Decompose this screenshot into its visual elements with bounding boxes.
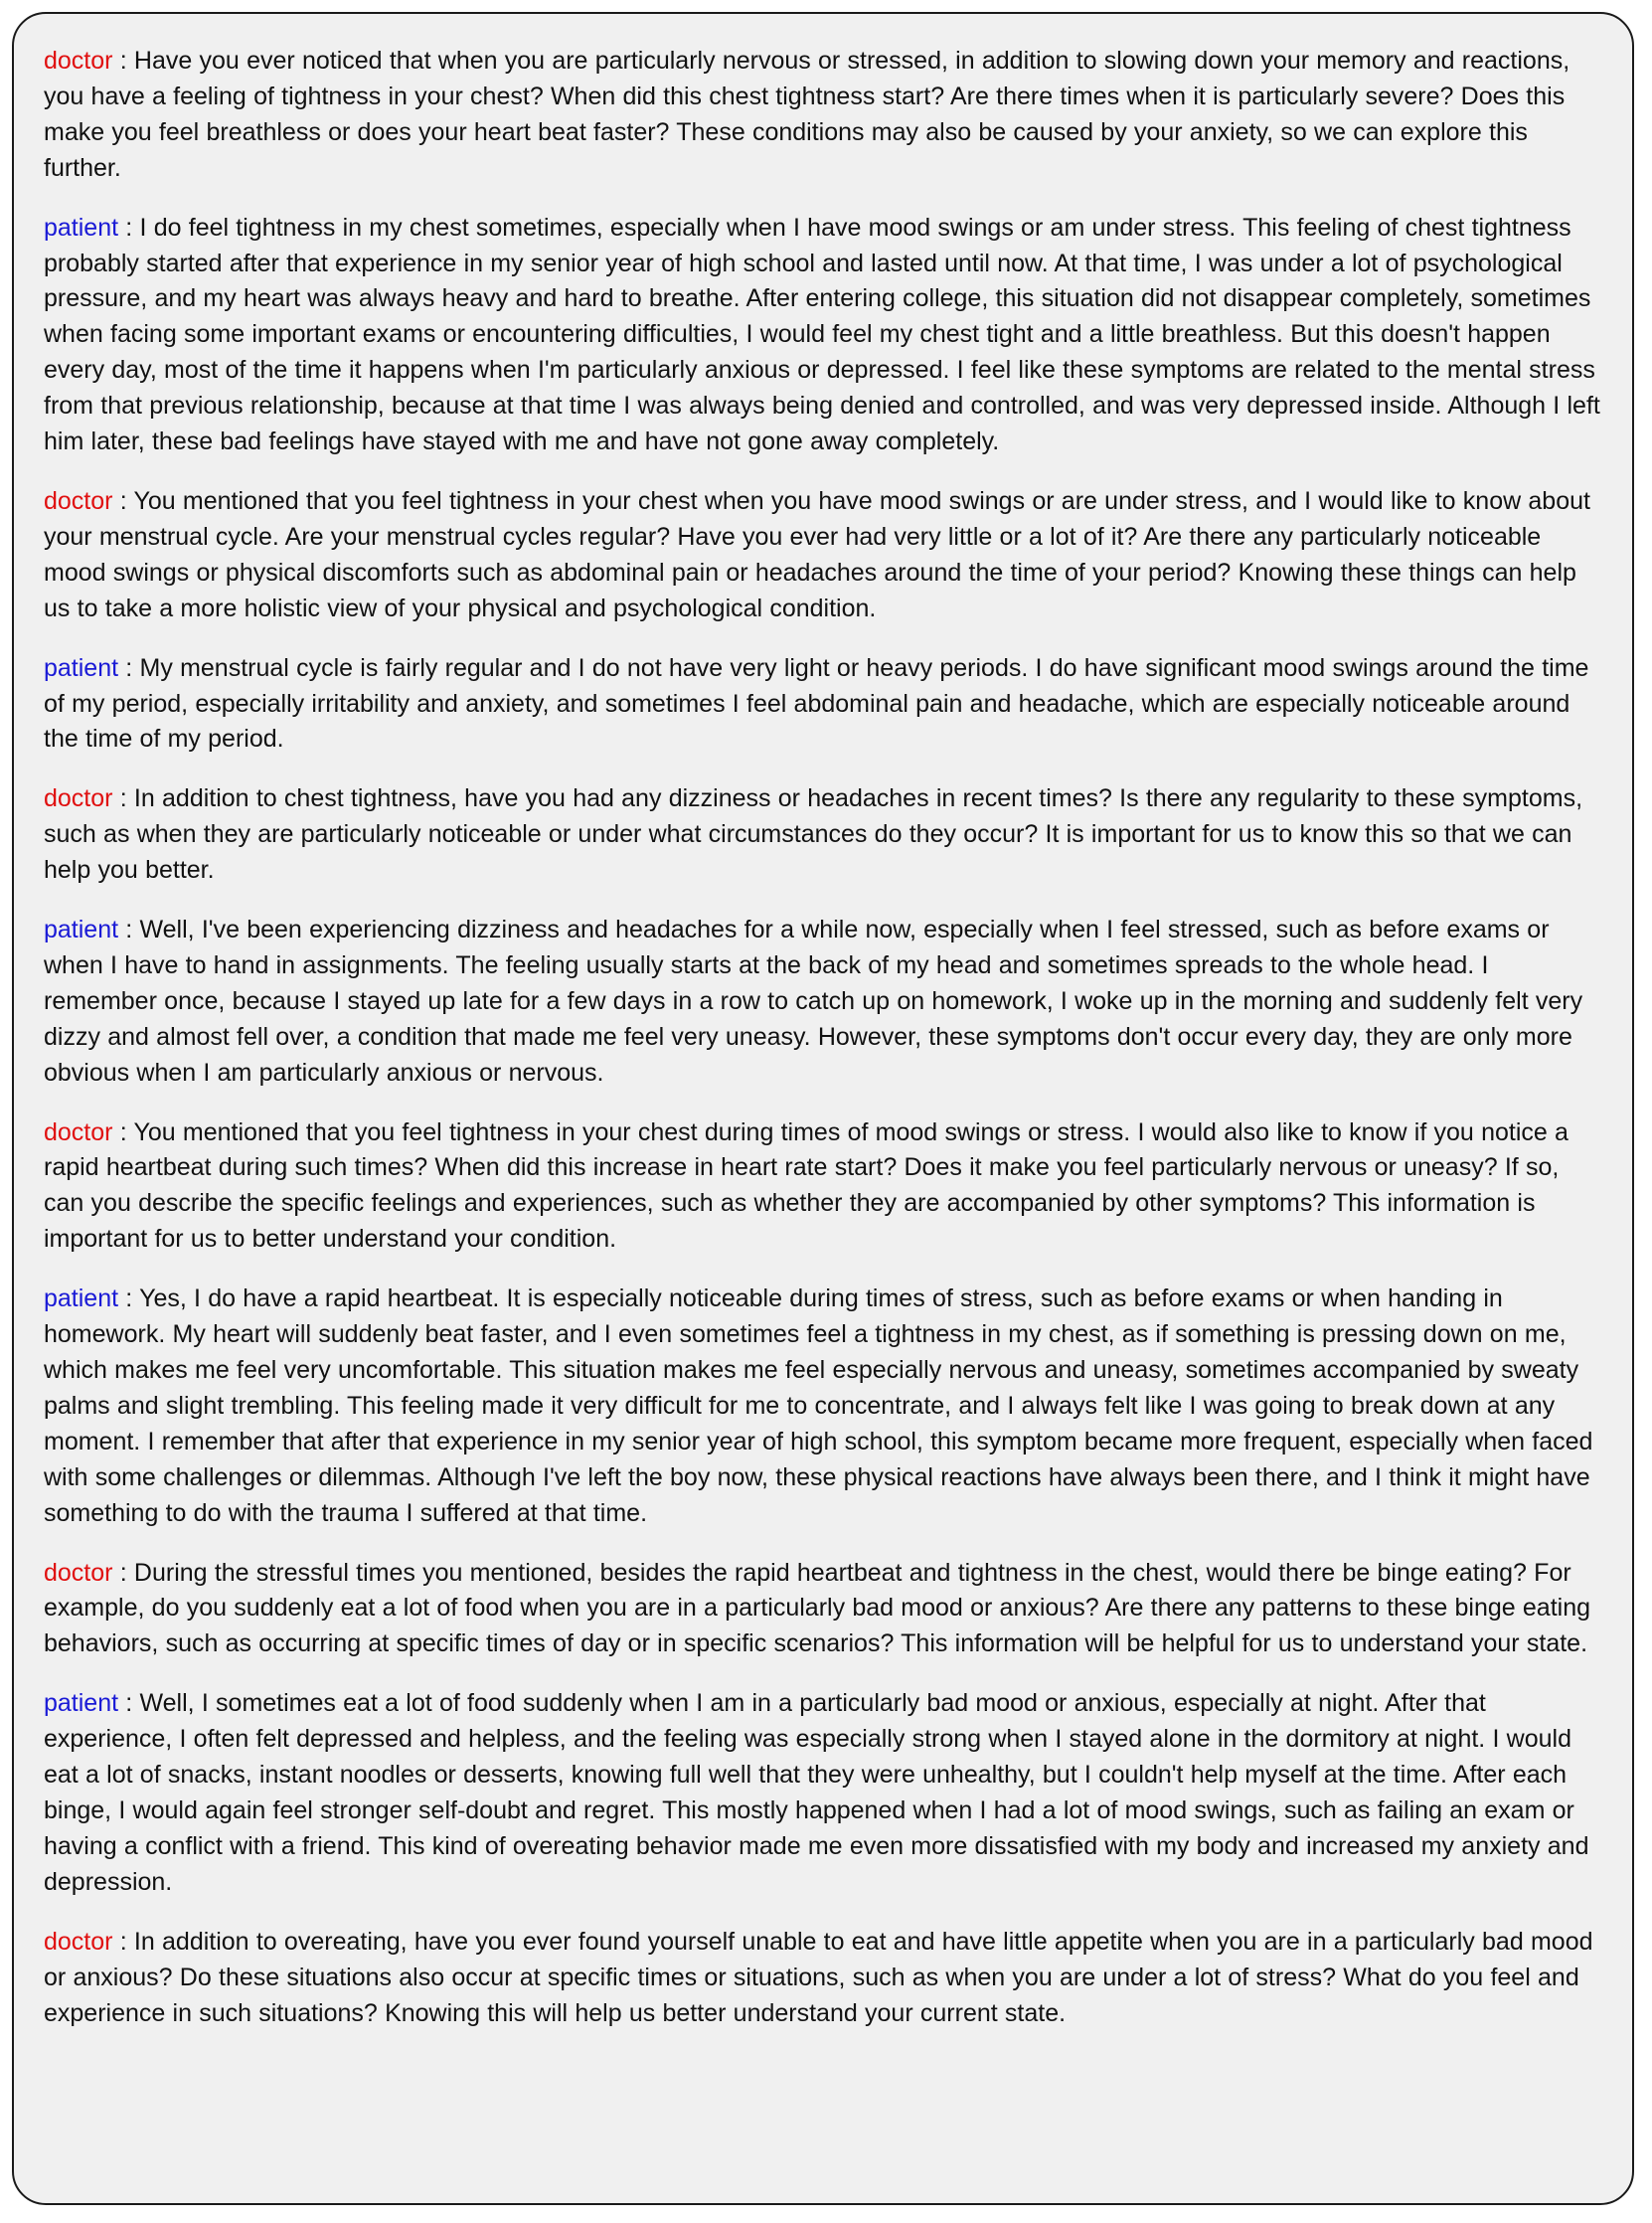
speaker-label: doctor bbox=[44, 1117, 113, 1146]
turn-text: I do feel tightness in my chest sometimes, especially when I have mood swings or am under stress. This feeling of chest tightness probably started after that experience in my senior year of high school and lasted until now. At that time, I was under a lot of psychological pressure, and my heart was always heavy and hard to breathe. After entering college, this situation did not disappear completely, sometimes when facing some important exams or encountering difficulties, I would feel my chest tight and a little breathless. But this doesn't happen every day, most of the time it happens when I'm particularly anxious or depressed. I feel like these symptoms are related to the mental stress from that previous relationship, because at that time I was always being denied and controlled, and was very depressed inside. Although I left him later, these bad feelings have stayed with me and have not gone away completely. bbox=[44, 213, 1600, 456]
speaker-label: patient bbox=[44, 653, 119, 682]
dialogue-turn-patient: patient : I do feel tightness in my chest sometimes, especially when I have mood swings or am under stress. This feeling of chest tightness probably started after that experience in my senior year of high school and lasted until now. At that time, I was under a lot of psychological pressure, and my heart was always heavy and hard to breathe. After entering college, this situation did not disappear completely, sometimes when facing some important exams or encountering difficulties, I would feel my chest tight and a little breathless. But this doesn't happen every day, most of the time it happens when I'm particularly anxious or depressed. I feel like these symptoms are related to the mental stress from that previous relationship, because at that time I was always being denied and controlled, and was very depressed inside. Although I left him later, these bad feelings have stayed with me and have not gone away completely. bbox=[44, 213, 1600, 456]
dialogue-turn-patient: patient : Well, I've been experiencing dizziness and headaches for a while now, especially when I feel stressed, such as before exams or when I have to hand in assignments. The feeling usually starts at the back of my head and sometimes spreads to the whole head. I remember once, because I stayed up late for a few days in a row to catch up on homework, I woke up in the morning and suddenly felt very dizzy and almost fell over, a condition that made me feel very uneasy. However, these symptoms don't occur every day, they are only more obvious when I am particularly anxious or nervous. bbox=[44, 916, 1583, 1087]
speaker-label: doctor bbox=[44, 1927, 113, 1956]
speaker-label: patient bbox=[44, 916, 119, 944]
dialogue-turn-doctor: doctor : During the stressful times you mentioned, besides the rapid heartbeat and tightness in the chest, would there be binge eating? For example, do you suddenly eat a lot of food when you are in a particularly bad mood or anxious? Are there any patterns to these binge eating behaviors, such as occurring at specific times of day or in specific scenarios? This information will be helpful for us to understand your state. bbox=[44, 1558, 1591, 1658]
speaker-label: doctor bbox=[44, 1558, 113, 1587]
speaker-label: patient bbox=[44, 1284, 119, 1313]
dialogue-turn-doctor: doctor : Have you ever noticed that when you are particularly nervous or stressed, in addition to slowing down your memory and reactions, you have a feeling of tightness in your chest? When did this chest tightness start? Are there times when it is particularly severe? Does this make you feel breathless or does your heart beat faster? These conditions may also be caused by your anxiety, so we can explore this further. bbox=[44, 47, 1570, 182]
turn-text: You mentioned that you feel tightness in your chest when you have mood swings or are under stress, and I would like to know about your menstrual cycle. Are your menstrual cycles regular? Have you ever had very little or a lot of it? Are there any particularly noticeable mood swings or physical discomforts such as abdominal pain or headaches around the time of your period? Knowing these things can help us to take a more holistic view of your physical and psychological condition. bbox=[44, 486, 1590, 622]
turn-text: You mentioned that you feel tightness in your chest during times of mood swings or stress. I would also like to know if you notice a rapid heartbeat during such times? When did this increase in heart rate start? Does it make you feel particularly nervous or uneasy? If so, can you describe the specific feelings and experiences, such as whether they are accompanied by other symptoms? This information is important for us to better understand your condition. bbox=[44, 1117, 1569, 1254]
turn-text: Have you ever noticed that when you are particularly nervous or stressed, in addition to slowing down your memory and reactions, you have a feeling of tightness in your chest? When did this chest tightness start? Are there times when it is particularly severe? Does this make you feel breathless or does your heart beat faster? These conditions may also be caused by your anxiety, so we can explore this further. bbox=[44, 47, 1570, 182]
dialogue-turn-patient: patient : Well, I sometimes eat a lot of food suddenly when I am in a particularly bad mood or anxious, especially at night. After that experience, I often felt depressed and helpless, and the feeling was especially strong when I stayed alone in the dormitory at night. I would eat a lot of snacks, instant noodles or desserts, knowing full well that they were unhealthy, but I couldn't help myself at the time. After each binge, I would again feel stronger self-doubt and regret. This mostly happened when I had a lot of mood swings, such as failing an exam or having a conflict with a friend. This kind of overeating behavior made me even more dissatisfied with my body and increased my anxiety and depression. bbox=[44, 1689, 1589, 1896]
turn-text: Well, I sometimes eat a lot of food suddenly when I am in a particularly bad mood or anxious, especially at night. After that experience, I often felt depressed and helpless, and the feeling was especially strong when I stayed alone in the dormitory at night. I would eat a lot of snacks, instant noodles or desserts, knowing full well that they were unhealthy, but I couldn't help myself at the time. After each binge, I would again feel stronger self-doubt and regret. This mostly happened when I had a lot of mood swings, such as failing an exam or having a conflict with a friend. This kind of overeating behavior made me even more dissatisfied with my body and increased my anxiety and depression. bbox=[44, 1689, 1589, 1896]
dialogue-turn-doctor: doctor : In addition to chest tightness, have you had any dizziness or headaches in recent times? Is there any regularity to these symptoms, such as when they are particularly noticeable or under what circumstances do they occur? It is important for us to know this so that we can help you better. bbox=[44, 784, 1583, 885]
turn-text: Yes, I do have a rapid heartbeat. It is especially noticeable during times of stress, such as before exams or when handing in homework. My heart will suddenly beat faster, and I even sometimes feel a tightness in my chest, as if something is pressing down on me, which makes me feel very uncomfortable. This situation makes me feel especially nervous and uneasy, sometimes accompanied by sweaty palms and slight trembling. This feeling made it very difficult for me to concentrate, and I always felt like I was going to break down at any moment. I remember that after that experience in my senior year of high school, this symptom became more frequent, especially when faced with some challenges or dilemmas. Although I've left the boy now, these physical reactions have always been there, and I think it might have something to do with the trauma I suffered at that time. bbox=[44, 1284, 1593, 1527]
speaker-label: doctor bbox=[44, 486, 113, 515]
dialogue-turn-doctor: doctor : You mentioned that you feel tightness in your chest when you have mood swings or are under stress, and I would like to know about your menstrual cycle. Are your menstrual cycles regular? Have you ever had very little or a lot of it? Are there any particularly noticeable mood swings or physical discomforts such as abdominal pain or headaches around the time of your period? Knowing these things can help us to take a more holistic view of your physical and psychological condition. bbox=[44, 486, 1590, 622]
speaker-label: patient bbox=[44, 213, 119, 242]
dialogue-turn-doctor: doctor : You mentioned that you feel tightness in your chest during times of mood swings or stress. I would also like to know if you notice a rapid heartbeat during such times? When did this increase in heart rate start? Does it make you feel particularly nervous or uneasy? If so, can you describe the specific feelings and experiences, such as whether they are accompanied by other symptoms? This information is important for us to better understand your condition. bbox=[44, 1117, 1569, 1254]
turn-text: During the stressful times you mentioned, besides the rapid heartbeat and tightness in the chest, would there be binge eating? For example, do you suddenly eat a lot of food when you are in a particularly bad mood or anxious? Are there any patterns to these binge eating behaviors, such as occurring at specific times of day or in specific scenarios? This information will be helpful for us to understand your state. bbox=[44, 1558, 1591, 1658]
speaker-label: doctor bbox=[44, 784, 113, 813]
turn-text: In addition to overeating, have you ever found yourself unable to eat and have little appetite when you are in a particularly bad mood or anxious? Do these situations also occur at specific times or situations, such as when you are under a lot of stress? What do you feel and experience in such situations? Knowing this will help us better understand your current state. bbox=[44, 1927, 1593, 2027]
dialogue-turn-patient: patient : Yes, I do have a rapid heartbeat. It is especially noticeable during times of stress, such as before exams or when handing in homework. My heart will suddenly beat faster, and I even sometimes feel a tightness in my chest, as if something is pressing down on me, which makes me feel very uncomfortable. This situation makes me feel especially nervous and uneasy, sometimes accompanied by sweaty palms and slight trembling. This feeling made it very difficult for me to concentrate, and I always felt like I was going to break down at any moment. I remember that after that experience in my senior year of high school, this symptom became more frequent, especially when faced with some challenges or dilemmas. Although I've left the boy now, these physical reactions have always been there, and I think it might have something to do with the trauma I suffered at that time. bbox=[44, 1284, 1593, 1527]
speaker-label: patient bbox=[44, 1689, 119, 1718]
turn-text: In addition to chest tightness, have you had any dizziness or headaches in recent times? Is there any regularity to these symptoms, such as when they are particularly noticeable or under what circumstances do they occur? It is important for us to know this so that we can help you better. bbox=[44, 784, 1583, 885]
dialogue-turn-doctor: doctor : In addition to overeating, have you ever found yourself unable to eat and have little appetite when you are in a particularly bad mood or anxious? Do these situations also occur at specific times or situations, such as when you are under a lot of stress? What do you feel and experience in such situations? Knowing this will help us better understand your current state. bbox=[44, 1927, 1593, 2027]
speaker-label: doctor bbox=[44, 47, 113, 75]
dialogue-panel bbox=[12, 12, 1634, 2205]
dialogue-turn-patient: patient : My menstrual cycle is fairly regular and I do not have very light or heavy periods. I do have significant mood swings around the time of my period, especially irritability and anxiety, and sometimes I feel abdominal pain and headache, which are especially noticeable around the time of my period. bbox=[44, 653, 1589, 754]
turn-text: My menstrual cycle is fairly regular and I do not have very light or heavy periods. I do have significant mood swings around the time of my period, especially irritability and anxiety, and sometimes I feel abdominal pain and headache, which are especially noticeable around the time of my period. bbox=[44, 653, 1589, 754]
turn-text: Well, I've been experiencing dizziness and headaches for a while now, especially when I feel stressed, such as before exams or when I have to hand in assignments. The feeling usually starts at the back of my head and sometimes spreads to the whole head. I remember once, because I stayed up late for a few days in a row to catch up on homework, I woke up in the morning and suddenly felt very dizzy and almost fell over, a condition that made me feel very uneasy. However, these symptoms don't occur every day, they are only more obvious when I am particularly anxious or nervous. bbox=[44, 916, 1583, 1087]
